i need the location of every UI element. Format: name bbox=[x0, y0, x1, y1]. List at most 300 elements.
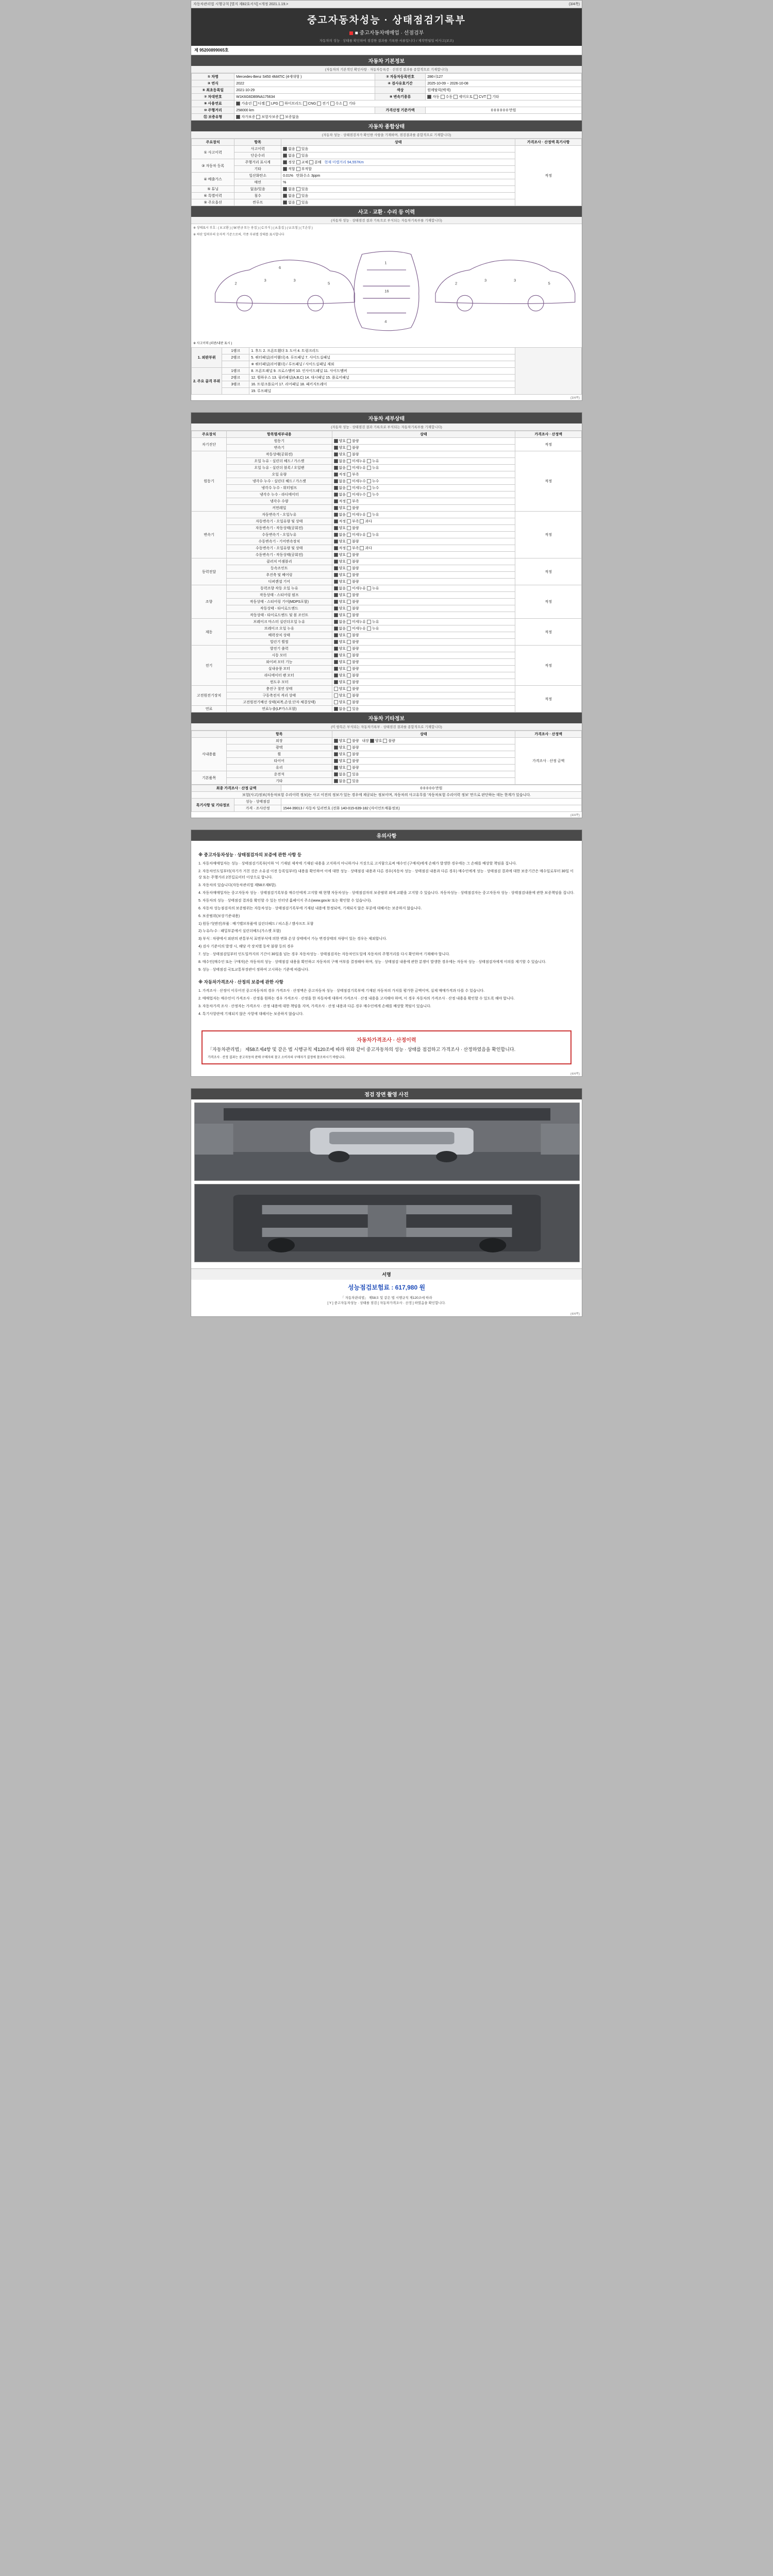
checkbox-none[interactable] bbox=[334, 493, 338, 497]
state-options[interactable]: 적정 부족 과다 bbox=[332, 518, 515, 525]
checkbox-good[interactable] bbox=[334, 766, 338, 770]
item-label: 시동 모터 bbox=[227, 652, 332, 659]
checkbox-minor-leak[interactable] bbox=[347, 586, 351, 590]
group-label: 조향 bbox=[192, 585, 227, 619]
inspection-fee: 성능점검보험료 : 617,980 원 bbox=[347, 1283, 426, 1291]
state-options[interactable]: 없음 있음 bbox=[332, 778, 515, 785]
item-label: 원동기 bbox=[227, 438, 332, 445]
checkbox-bad[interactable] bbox=[347, 606, 351, 611]
state-options[interactable]: 양호 불량 bbox=[332, 679, 515, 686]
row-value: Mercedes-Benz S450 4MATIC (4세대형 ) bbox=[234, 74, 375, 80]
checkbox-bad[interactable] bbox=[347, 766, 351, 770]
item-label: 주행거리 표시계 bbox=[234, 159, 281, 166]
group-label: 연료 bbox=[192, 706, 227, 713]
checkbox-diesel[interactable] bbox=[253, 101, 257, 106]
checkbox-good[interactable] bbox=[334, 452, 338, 456]
item-label: 냉각수 누수 - 실린더 헤드 / 가스켓 bbox=[227, 478, 332, 485]
checkbox-leak[interactable] bbox=[367, 620, 371, 624]
svg-text:3: 3 bbox=[293, 278, 296, 283]
checkbox-minor-leak[interactable] bbox=[347, 486, 351, 490]
square-marker-icon bbox=[349, 31, 353, 35]
checkbox-good[interactable] bbox=[334, 687, 338, 691]
special-note-price-value[interactable]: 1544-39013 / 자동차 딜러번호 (전화 140-015-639-182 (자이언트매물정보) bbox=[281, 805, 582, 812]
state-options[interactable]: 양호 불량 bbox=[332, 565, 515, 572]
checkbox-bad[interactable] bbox=[347, 439, 351, 443]
checkbox-replaced[interactable] bbox=[296, 160, 300, 164]
checkbox-insufficient[interactable] bbox=[347, 546, 351, 550]
checkbox-bad[interactable] bbox=[347, 653, 351, 657]
state-options[interactable]: 없음 있음 bbox=[281, 152, 515, 159]
state-options[interactable]: 양호 불량 bbox=[332, 692, 515, 699]
checkbox-yes[interactable] bbox=[347, 779, 351, 783]
section-other-sub: (미 항목은 부식되는 자동차기록부 · 상태점검 결과를 종합적으로 기재합니다) bbox=[191, 723, 582, 731]
checkbox-cng[interactable] bbox=[303, 101, 307, 106]
checkbox-good[interactable] bbox=[334, 673, 338, 677]
checkbox-bad[interactable] bbox=[347, 739, 351, 743]
state-options[interactable]: 양호 불량 bbox=[332, 765, 515, 771]
notice-item: 8. 매수인(매수인 또는 구매자)은 자동차의 성능 · 상태점검 내용을 확인하고 자동차의 구매 여부를 결정해야 하며, 성능 · 상태점검 내용에 관한 분쟁이 발생한 경우에는 자동차 성능 · 상태점검자에게 이의를 제기할 수 있습니다. bbox=[198, 960, 546, 964]
item-label: 운전석 bbox=[227, 771, 332, 778]
checkbox-minor-leak[interactable] bbox=[347, 626, 351, 631]
checkbox-fit[interactable] bbox=[283, 167, 287, 171]
detail-state-table bbox=[191, 431, 582, 713]
section-detail-bar: 자동차 세부상태 bbox=[191, 413, 582, 423]
state-options[interactable]: 양호 불량 bbox=[332, 699, 515, 706]
state-options[interactable]: 없음 미세누유 누유 bbox=[332, 458, 515, 465]
checkbox-bad[interactable] bbox=[347, 633, 351, 637]
checkbox-leak[interactable] bbox=[367, 486, 371, 490]
row-value: 원메탈릭(백색) bbox=[426, 87, 582, 94]
state-options[interactable]: 없음 미세누수 누수 bbox=[332, 478, 515, 485]
emission-co-value[interactable]: 0.01% 탄화수소 3ppm bbox=[281, 173, 515, 179]
item-label: 단순수리 bbox=[234, 152, 281, 159]
item-label: 수동변속기 - 오일유량 및 상태 bbox=[227, 545, 332, 552]
checkbox-good[interactable] bbox=[334, 640, 338, 644]
state-options[interactable]: 없음 있음 bbox=[281, 146, 515, 152]
checkbox-bad[interactable] bbox=[347, 573, 351, 577]
item-label: 썬루프 bbox=[234, 199, 281, 206]
col-head-state: 상태 bbox=[281, 139, 515, 146]
checkbox-yes[interactable] bbox=[347, 772, 351, 776]
checkbox-yes[interactable] bbox=[296, 187, 300, 191]
checkbox-hydrogen[interactable] bbox=[330, 101, 334, 106]
state-options[interactable]: 양호 불량 bbox=[332, 632, 515, 639]
row-value: W1K6G6DB9NA175634 bbox=[234, 94, 375, 100]
notice-subitem: 4) 검사 기준이의 발생 시, 해당 각 장치별 동작 불량 등의 경우 bbox=[198, 945, 294, 949]
checkbox-insufficient[interactable] bbox=[347, 519, 351, 523]
state-options[interactable]: 양호 불량 bbox=[332, 451, 515, 458]
checkbox-bad[interactable] bbox=[347, 539, 351, 544]
row-label: ⑨ 사용연료 bbox=[192, 100, 234, 107]
checkbox-good[interactable] bbox=[334, 506, 338, 510]
checkbox-bad[interactable] bbox=[347, 687, 351, 691]
notice-item: 7. 성능 · 상태점검일부터 인도일까지의 기간이 30일을 넘는 경우 자동차성능 · 상태점검자는 자동차인도일에 자동차의 주행거리를 다시 확인하여 기재해야 합니다. bbox=[198, 953, 450, 957]
checkbox-none[interactable] bbox=[334, 707, 338, 711]
checkbox-yes[interactable] bbox=[296, 147, 300, 151]
checkbox-bad[interactable] bbox=[347, 613, 351, 617]
checkbox-no-warranty[interactable] bbox=[280, 115, 284, 119]
checkbox-good[interactable] bbox=[334, 667, 338, 671]
checkbox-leak[interactable] bbox=[367, 513, 371, 517]
item-label: 디퍼렌셜 기어 bbox=[227, 579, 332, 585]
checkbox-leak[interactable] bbox=[367, 626, 371, 631]
rank-label: 1랭크 bbox=[222, 348, 249, 354]
checkbox-bad[interactable] bbox=[347, 680, 351, 684]
checkbox-good[interactable] bbox=[334, 606, 338, 611]
col-head-item: 항목 bbox=[227, 731, 332, 738]
svg-text:2: 2 bbox=[234, 281, 237, 286]
state-options[interactable]: 양호 불량 bbox=[332, 552, 515, 558]
checkbox-fuel-etc[interactable] bbox=[343, 101, 347, 106]
state-options[interactable]: 양호 불량 bbox=[332, 525, 515, 532]
price-result: 적정 bbox=[515, 686, 582, 713]
checkbox-none[interactable] bbox=[334, 466, 338, 470]
checkbox-good[interactable] bbox=[334, 700, 338, 704]
item-label: 작동상태 - 타이로드엔드 및 볼 조인트 bbox=[227, 612, 332, 619]
checkbox-none[interactable] bbox=[334, 486, 338, 490]
checkbox-none[interactable] bbox=[334, 459, 338, 463]
checkbox-bad[interactable] bbox=[347, 745, 351, 750]
notice-item: 5. 자동차의 성능 · 상태점검 결과를 확인할 수 있는 인터넷 홈페이지 주소(www.gov.kr 또는 확인할 수 있습니다). bbox=[198, 899, 372, 903]
price-result: 적정 bbox=[515, 451, 582, 512]
topbar bbox=[191, 1, 582, 8]
state-options[interactable]: 적정 부족 bbox=[332, 471, 515, 478]
checkbox-bad[interactable] bbox=[347, 566, 351, 570]
group-label: 고전원전기장치 bbox=[192, 686, 227, 706]
checkbox-minor-leak[interactable] bbox=[347, 493, 351, 497]
rank-parts: 8. 프론트패널 9. 크로스멤버 10. 인사이드패널 11. 사이드멤버 bbox=[249, 368, 515, 375]
checkbox-good[interactable] bbox=[334, 693, 338, 698]
checkbox-leak[interactable] bbox=[367, 493, 371, 497]
checkbox-lpg[interactable] bbox=[266, 101, 270, 106]
checkbox-good[interactable] bbox=[334, 653, 338, 657]
state-options[interactable]: 없음 미세누유 누유 bbox=[332, 625, 515, 632]
notice-item2: 4. 특기사항란에 기재되지 않은 사항에 대해서는 보증하지 않습니다. bbox=[198, 1012, 304, 1016]
state-options[interactable]: 없음 있음 bbox=[281, 199, 515, 206]
state-options[interactable]: 양호 불량 bbox=[332, 672, 515, 679]
state-options[interactable]: 양호 불량 bbox=[332, 579, 515, 585]
checkbox-good[interactable] bbox=[334, 613, 338, 617]
group-label: ③ 자동차 등록 bbox=[192, 159, 234, 173]
checkbox-good[interactable] bbox=[334, 566, 338, 570]
checkbox-minor-leak[interactable] bbox=[347, 533, 351, 537]
state-options[interactable]: 양호 불량 bbox=[332, 572, 515, 579]
state-options[interactable]: 정상 교체 분해 현재 미캘거리 94,557Km bbox=[281, 159, 515, 166]
notice-subitem: 2) 누유/누수 : 패밀부분에서 실린더헤드(가스켓 포함) bbox=[198, 929, 281, 934]
col-head-detail: 항목별세부내용 bbox=[227, 431, 332, 438]
checkbox-bad[interactable] bbox=[347, 700, 351, 704]
sheet-4 bbox=[191, 1088, 582, 1317]
state-options[interactable]: 없음 미세누유 누유 bbox=[332, 512, 515, 518]
checkbox-insufficient[interactable] bbox=[347, 499, 351, 503]
notice-subheading: 6. 보증범위(보상기준내용) bbox=[198, 914, 240, 918]
state-options[interactable]: 양호 불량 bbox=[332, 599, 515, 605]
checkbox-adequate[interactable] bbox=[334, 472, 338, 477]
item-label: 빌린기 휠씰 bbox=[227, 639, 332, 646]
checkbox-good[interactable] bbox=[334, 745, 338, 750]
group-label: ⑤ 튜닝 bbox=[192, 186, 234, 193]
checkbox-insurer-warranty[interactable] bbox=[256, 115, 260, 119]
state-options[interactable]: 적합 부적합 bbox=[281, 166, 515, 173]
item-label: 작동상태(공회전) bbox=[227, 451, 332, 458]
special-note-perf-value[interactable] bbox=[281, 799, 582, 805]
checkbox-semiauto[interactable] bbox=[453, 95, 458, 99]
rank-label bbox=[222, 388, 249, 395]
checkbox-auto[interactable] bbox=[427, 95, 431, 99]
checkbox-interior-bad[interactable] bbox=[383, 739, 387, 743]
checkbox-interior-good[interactable] bbox=[370, 739, 374, 743]
checkbox-none[interactable] bbox=[334, 586, 338, 590]
checkbox-leak[interactable] bbox=[367, 533, 371, 537]
checkbox-none[interactable] bbox=[334, 620, 338, 624]
checkbox-none[interactable] bbox=[334, 533, 338, 537]
state-options[interactable]: 양호 불량 bbox=[332, 612, 515, 619]
checkbox-minor-leak[interactable] bbox=[347, 459, 351, 463]
state-options[interactable]: 없음 있음 bbox=[281, 186, 515, 193]
state-options[interactable]: 양호 불량 bbox=[332, 758, 515, 765]
svg-text:3: 3 bbox=[484, 278, 487, 283]
col-head-item: 항목 bbox=[234, 139, 281, 146]
checkbox-leak[interactable] bbox=[367, 466, 371, 470]
document-subnote: 자동차의 성능 · 상태를 확인하여 점검한 결과를 기록한 서류입니다 / 제작연월일 비사고(보조) bbox=[319, 39, 454, 43]
state-options[interactable]: 양호 불량 bbox=[332, 652, 515, 659]
checkbox-gasoline[interactable] bbox=[236, 101, 240, 106]
item-label: 고전원전기배선 상태(피복,손상,단자 체결상태) bbox=[227, 699, 332, 706]
rank-label: 1랭크 bbox=[222, 368, 249, 375]
item-label: 광택 bbox=[227, 744, 332, 751]
checkbox-manual[interactable] bbox=[441, 95, 445, 99]
notice-item2: 1. 가격조사 · 산정이 이루어진 중고자동차의 경우 가격조사 · 산정액은 중고자동차 성능 · 상태점검기록부에 기재된 자동차의 가치를 평가한 금액이며, 실제 매매가격과 다를 수 있습니다. bbox=[198, 989, 485, 993]
emission-smoke-value[interactable]: % bbox=[281, 179, 515, 186]
checkbox-good[interactable] bbox=[334, 553, 338, 557]
state-options[interactable]: 양호 불량 bbox=[332, 605, 515, 612]
item-label: 클러치 어셈블리 bbox=[227, 558, 332, 565]
checkbox-good[interactable] bbox=[334, 580, 338, 584]
checkbox-none[interactable] bbox=[283, 200, 287, 205]
final-price-value: 0 0 0 0 0 만원 bbox=[281, 785, 582, 792]
car-diagram-svg bbox=[194, 240, 579, 337]
notice-item: 2. 자동차인도일부터(자기가 거친 것은 소유권 이전 등록일부터) 내용을 확인하여 이에 대한 성능 · 상태점검 내용과 다른 경우(자동차 성능 · 상태점검 내용과 다른 경우) 매수인에게 성능 · 상태점검 결과에 대한 보증기간은 매수일로부터 30일 이상 또는 주행거리 2천킬로미터 이상으로 합니다. bbox=[198, 870, 574, 880]
state-options[interactable]: 양호 불량 bbox=[332, 666, 515, 672]
checkbox-none[interactable] bbox=[283, 147, 287, 151]
state-options[interactable]: 없음 있음 bbox=[332, 706, 515, 713]
svg-text:16: 16 bbox=[384, 289, 389, 294]
mileage-value[interactable]: 258000 km bbox=[234, 107, 375, 114]
state-options[interactable]: 없음 미세누수 누수 bbox=[332, 492, 515, 498]
group-label: 기본품목 bbox=[192, 771, 227, 785]
state-options[interactable]: 양호 불량 bbox=[332, 639, 515, 646]
checkbox-good[interactable] bbox=[334, 539, 338, 544]
state-options[interactable]: 없음 미세누유 누유 bbox=[332, 532, 515, 538]
diagram-note-1: ※ 상태표시 부호 : ( X:교환 ) ( W:판금 또는 용접 ) ( C:부식 ) ( A:흠집 ) ( U:요철 ) ( T:손상 ) bbox=[193, 227, 313, 230]
checkbox-bad[interactable] bbox=[347, 673, 351, 677]
group-label: 전기 bbox=[192, 646, 227, 686]
item-label: 유리 bbox=[227, 765, 332, 771]
transmission-options[interactable]: 자동 수동 세미오토 CVT 기타 bbox=[426, 94, 582, 100]
checkbox-yes[interactable] bbox=[296, 154, 300, 158]
checkbox-adequate[interactable] bbox=[334, 499, 338, 503]
checkbox-self-warranty[interactable] bbox=[236, 115, 240, 119]
checkbox-good[interactable] bbox=[334, 573, 338, 577]
checkbox-good[interactable] bbox=[334, 600, 338, 604]
state-options[interactable]: 없음 미세누유 누유 bbox=[332, 585, 515, 592]
item-label: 작동상태 - 스티어링 기어(MDPS포함) bbox=[227, 599, 332, 605]
checkbox-good[interactable] bbox=[334, 446, 338, 450]
checkbox-bad[interactable] bbox=[347, 693, 351, 698]
checkbox-bad[interactable] bbox=[347, 580, 351, 584]
checkbox-leak[interactable] bbox=[367, 479, 371, 483]
section-detail-sub: (자동차 성능 · 상태점검 결과 기록으로 부식되는 자동차기록부를 기재합니다) bbox=[191, 423, 582, 431]
checkbox-bad[interactable] bbox=[347, 446, 351, 450]
item-label: 구동축전지 격리 상태 bbox=[227, 692, 332, 699]
checkbox-minor-leak[interactable] bbox=[347, 479, 351, 483]
state-options[interactable]: 양호 불량 bbox=[332, 558, 515, 565]
warranty-options[interactable]: 자가보증 보험사보증 보증없음 bbox=[234, 114, 582, 121]
checkbox-good[interactable] bbox=[334, 647, 338, 651]
special-note-label: 특기사항 및 기타정보 bbox=[192, 799, 234, 812]
checkbox-adequate[interactable] bbox=[334, 519, 338, 523]
state-options[interactable]: 양호 불량 bbox=[332, 438, 515, 445]
checkbox-disassembled[interactable] bbox=[309, 160, 313, 164]
item-label: 휠 bbox=[227, 751, 332, 758]
state-options[interactable]: 양호 불량 bbox=[332, 751, 515, 758]
state-options[interactable]: 양호 불량 bbox=[332, 505, 515, 512]
checkbox-bad[interactable] bbox=[347, 759, 351, 763]
state-options[interactable]: 적정 부족 bbox=[332, 498, 515, 505]
checkbox-bad[interactable] bbox=[347, 660, 351, 664]
checkbox-yes[interactable] bbox=[347, 707, 351, 711]
checkbox-none[interactable] bbox=[283, 187, 287, 191]
item-label: 브레이크 마스터 실린더오일 누유 bbox=[227, 619, 332, 625]
checkbox-hybrid[interactable] bbox=[279, 101, 283, 106]
checkbox-bad[interactable] bbox=[347, 593, 351, 597]
checkbox-good[interactable] bbox=[334, 752, 338, 756]
checkbox-none[interactable] bbox=[283, 154, 287, 158]
row-label: ④ 검사유효기간 bbox=[375, 80, 425, 87]
checkbox-bad[interactable] bbox=[347, 667, 351, 671]
checkbox-good[interactable] bbox=[334, 439, 338, 443]
checkbox-good[interactable] bbox=[334, 660, 338, 664]
row-label: ③ 연식 bbox=[192, 80, 234, 87]
item-label: 사고이력 bbox=[234, 146, 281, 152]
checkbox-good[interactable] bbox=[334, 560, 338, 564]
checkbox-insufficient[interactable] bbox=[347, 472, 351, 477]
checkbox-bad[interactable] bbox=[347, 600, 351, 604]
checkbox-good[interactable] bbox=[334, 633, 338, 637]
checkbox-none[interactable] bbox=[283, 194, 287, 198]
state-options[interactable]: 없음 있음 bbox=[332, 771, 515, 778]
checkbox-minor-leak[interactable] bbox=[347, 466, 351, 470]
checkbox-bad[interactable] bbox=[347, 752, 351, 756]
item-label: 등속조인트 bbox=[227, 565, 332, 572]
checkbox-none[interactable] bbox=[334, 779, 338, 783]
state-options[interactable]: 양호 불량 bbox=[332, 686, 515, 692]
state-options[interactable]: 없음 미세누유 누유 bbox=[332, 465, 515, 471]
item-label: 작동상태 - 타이로드엔드 bbox=[227, 605, 332, 612]
footer-note bbox=[191, 1295, 582, 1311]
checkbox-bad[interactable] bbox=[347, 526, 351, 530]
photo-grid bbox=[191, 1099, 582, 1268]
checkbox-good[interactable] bbox=[334, 759, 338, 763]
page-number: (3/4쪽) bbox=[570, 397, 580, 400]
topbar-left: 자동차관리법 시행규칙 [별지 제82호서식] <개정 2021.1.19.> bbox=[193, 3, 289, 6]
item-label: 변속기 bbox=[227, 445, 332, 451]
state-options[interactable]: 없음 미세누유 누유 bbox=[332, 619, 515, 625]
checkbox-bad[interactable] bbox=[347, 560, 351, 564]
checkbox-leak[interactable] bbox=[367, 586, 371, 590]
section-basic-info-bar: 자동차 기본정보 bbox=[191, 55, 582, 66]
checkbox-good[interactable] bbox=[334, 739, 338, 743]
rank-parts: 12. 휠하우스 13. 필러패널(A,B,C) 14. 대시패널 15. 플로어패널 bbox=[249, 375, 515, 381]
state-options[interactable]: 적정 부족 과다 bbox=[332, 545, 515, 552]
checkbox-none[interactable] bbox=[334, 513, 338, 517]
checkbox-minor-leak[interactable] bbox=[347, 620, 351, 624]
photo-underbody bbox=[194, 1184, 580, 1262]
checkbox-excessive[interactable] bbox=[360, 546, 364, 550]
group-label: ④ 배출가스 bbox=[192, 173, 234, 186]
fuel-options[interactable]: 가솔린 디젤 LPG 하이브리드 CNG 전기 수소 기타 bbox=[234, 100, 582, 107]
rank-label: 2랭크 bbox=[222, 354, 249, 361]
checkbox-adequate[interactable] bbox=[334, 546, 338, 550]
checkbox-bad[interactable] bbox=[347, 647, 351, 651]
checkbox-none[interactable] bbox=[334, 479, 338, 483]
checkbox-excessive[interactable] bbox=[360, 519, 364, 523]
state-options[interactable]: 양호 불량 내장 양호 불량 bbox=[332, 738, 515, 744]
special-note-perf-label: 성능 · 상태점검 bbox=[234, 799, 281, 805]
rank-parts: 5. 쿼터패널(리어휀더) 6. 루프패널 7. 사이드실패널 bbox=[249, 354, 515, 361]
state-options[interactable]: 양호 불량 bbox=[332, 592, 515, 599]
state-options[interactable]: 양호 불량 bbox=[332, 659, 515, 666]
state-options[interactable]: 없음 있음 bbox=[281, 193, 515, 199]
checkbox-leak[interactable] bbox=[367, 459, 371, 463]
state-options[interactable]: 양호 불량 bbox=[332, 646, 515, 652]
state-options[interactable]: 양호 불량 bbox=[332, 445, 515, 451]
checkbox-cvt[interactable] bbox=[474, 95, 478, 99]
state-options[interactable]: 양호 불량 bbox=[332, 744, 515, 751]
declaration-body: 「자동차관리법」 제58조제4항 및 같은 법 시행규칙 제120조에 따라 위와 같이 중고자동차의 성능 · 상태를 점검하고 가격조사 · 산정하였음을 확인합니다. bbox=[208, 1046, 516, 1052]
checkbox-bad[interactable] bbox=[347, 640, 351, 644]
item-label: 기타 bbox=[227, 778, 332, 785]
title-block bbox=[191, 8, 582, 46]
checkbox-bad[interactable] bbox=[347, 452, 351, 456]
item-label: 브레이크 오일 누유 bbox=[227, 625, 332, 632]
page-number: (4/4쪽) bbox=[570, 814, 580, 817]
checkbox-yes[interactable] bbox=[296, 200, 300, 205]
checkbox-yes[interactable] bbox=[296, 194, 300, 198]
checkbox-unfit[interactable] bbox=[296, 167, 300, 171]
checkbox-trans-etc[interactable] bbox=[487, 95, 491, 99]
checkbox-good[interactable] bbox=[334, 526, 338, 530]
state-options[interactable]: 양호 불량 bbox=[332, 538, 515, 545]
notice-item: 6. 자동차 성능점검자의 보증범위는 자동차성능 · 상태점검기록부에 기재된 내용에 한정되며, 기재되지 않은 부분에 대해서는 보증하지 않습니다. bbox=[198, 906, 422, 910]
checkbox-good[interactable] bbox=[334, 680, 338, 684]
state-options[interactable]: 없음 미세누수 누수 bbox=[332, 485, 515, 492]
row-label: ② 자동차등록번호 bbox=[375, 74, 425, 80]
checkbox-none[interactable] bbox=[334, 772, 338, 776]
checkbox-none[interactable] bbox=[334, 626, 338, 631]
checkbox-bad[interactable] bbox=[347, 506, 351, 510]
col-head-device: 주요장치 bbox=[192, 431, 227, 438]
row-label: ⑦ 차대번호 bbox=[192, 94, 234, 100]
checkbox-electric[interactable] bbox=[317, 101, 321, 106]
row-label: ⑧ 변속기종류 bbox=[375, 94, 425, 100]
notice-item: 4. 자동차매매업자는 중고자동차 성능 · 상태점검기록부를 매수인에게 고지할 때 현행 자동차성능 · 상태점검자의 보증범위 외에 교환을 고지할 수 있습니다. 자동차성능 · 상태점검자는 중고자동차 성능 · 상태점검내용에 관한 보증책임을 집니다. bbox=[198, 891, 575, 895]
checkbox-bad[interactable] bbox=[347, 553, 351, 557]
checkbox-minor-leak[interactable] bbox=[347, 513, 351, 517]
checkbox-good[interactable] bbox=[334, 593, 338, 597]
rank-parts: 1. 후드 2. 프론트휀더 3. 도어 4. 트렁크리드 bbox=[249, 348, 515, 354]
checkbox-normal[interactable] bbox=[283, 160, 287, 164]
